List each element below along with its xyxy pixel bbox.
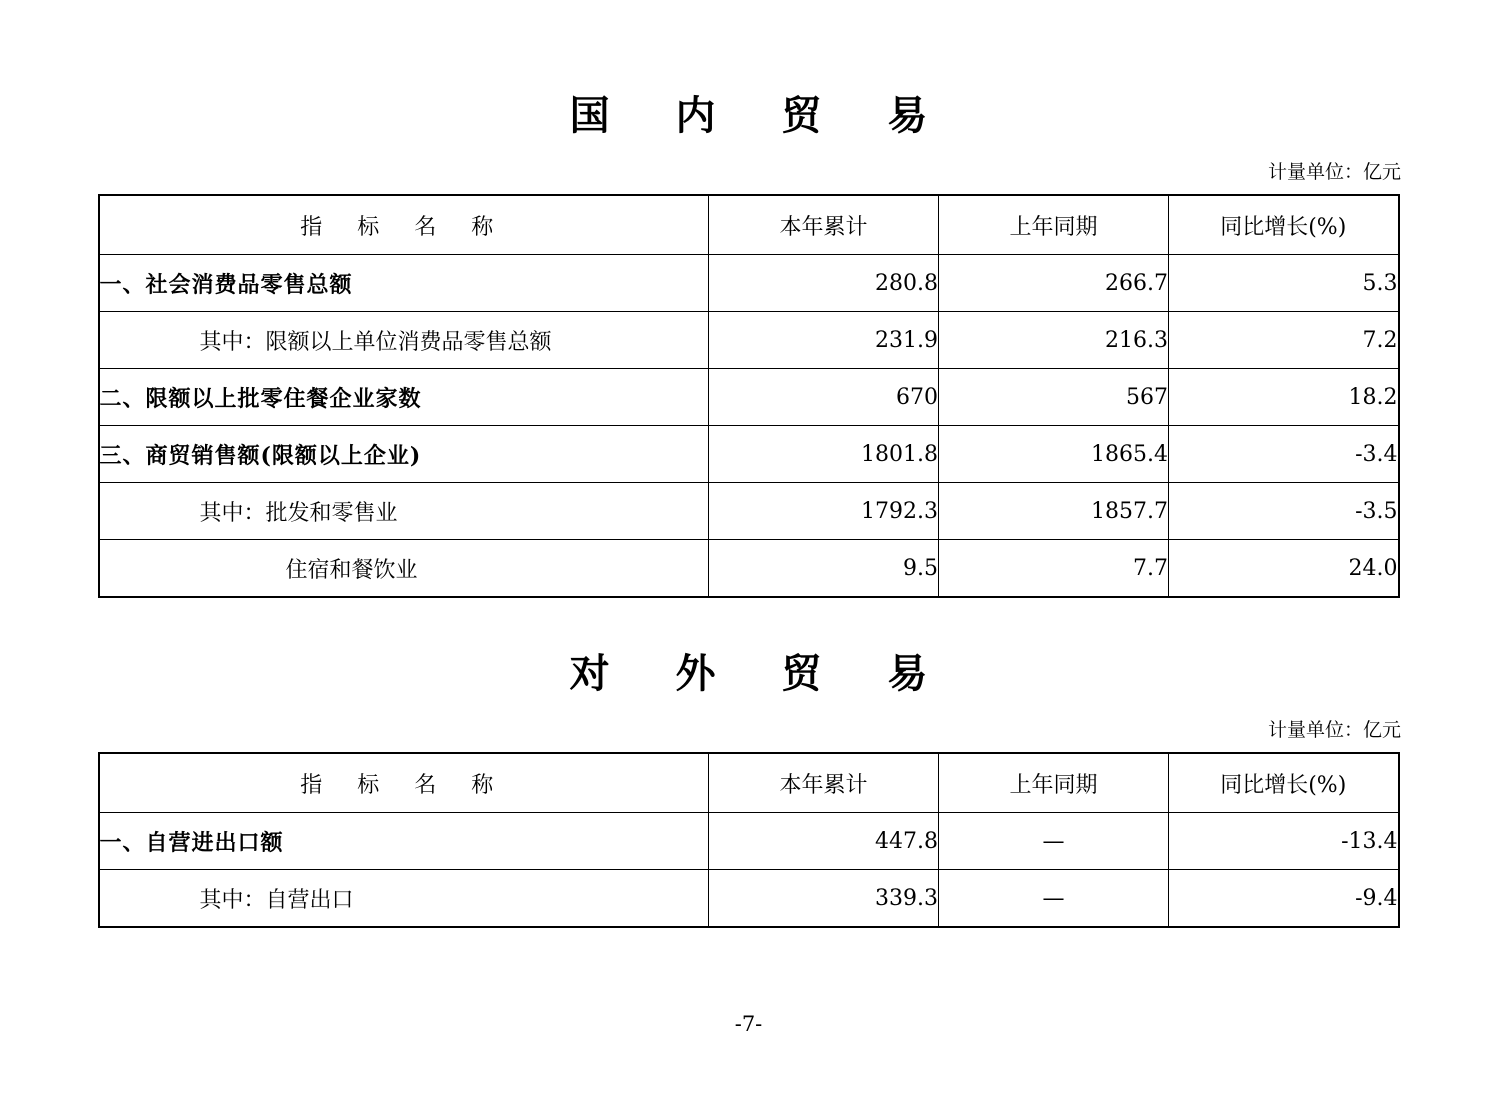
row-previous-value: — bbox=[939, 870, 1169, 928]
document-page bbox=[0, 84, 1497, 1108]
row-growth-value: 7.2 bbox=[1169, 312, 1399, 369]
table-row bbox=[99, 312, 1399, 369]
row-growth-value: -3.4 bbox=[1169, 426, 1399, 483]
row-current-value: 1792.3 bbox=[709, 483, 939, 540]
row-previous-value: 216.3 bbox=[939, 312, 1169, 369]
row-current-value: 280.8 bbox=[709, 255, 939, 312]
row-current-value: 670 bbox=[709, 369, 939, 426]
row-previous-value: 7.7 bbox=[939, 540, 1169, 598]
row-label: 其中：限额以上单位消费品零售总额 bbox=[99, 312, 709, 369]
row-growth-value: -3.5 bbox=[1169, 483, 1399, 540]
row-previous-value: 1865.4 bbox=[939, 426, 1169, 483]
row-growth-value: -13.4 bbox=[1169, 813, 1399, 870]
section-title-domestic-trade: 国 内 贸 易 bbox=[569, 92, 954, 139]
row-previous-value: 266.7 bbox=[939, 255, 1169, 312]
column-header-previous-year: 上年同期 bbox=[939, 753, 1169, 813]
row-current-value: 231.9 bbox=[709, 312, 939, 369]
table-row bbox=[99, 540, 1399, 598]
table-domestic-trade bbox=[98, 194, 1400, 598]
row-current-value: 1801.8 bbox=[709, 426, 939, 483]
column-header-current-year: 本年累计 bbox=[709, 753, 939, 813]
row-label: 一、社会消费品零售总额 bbox=[99, 255, 709, 312]
column-header-indicator: 指 标 名 称 bbox=[99, 753, 709, 813]
table-header-row bbox=[99, 195, 1399, 255]
table-row bbox=[99, 870, 1399, 928]
row-label: 一、自营进出口额 bbox=[99, 813, 709, 870]
row-growth-value: 18.2 bbox=[1169, 369, 1399, 426]
row-label: 其中：批发和零售业 bbox=[99, 483, 709, 540]
table-row bbox=[99, 483, 1399, 540]
table-row bbox=[99, 255, 1399, 312]
row-label: 其中：自营出口 bbox=[99, 870, 709, 928]
row-label: 三、商贸销售额(限额以上企业) bbox=[99, 426, 709, 483]
row-current-value: 339.3 bbox=[709, 870, 939, 928]
row-previous-value: 567 bbox=[939, 369, 1169, 426]
row-growth-value: 5.3 bbox=[1169, 255, 1399, 312]
row-growth-value: -9.4 bbox=[1169, 870, 1399, 928]
column-header-growth: 同比增长(%) bbox=[1169, 195, 1399, 255]
row-label: 住宿和餐饮业 bbox=[99, 540, 709, 598]
table-row bbox=[99, 426, 1399, 483]
column-header-indicator: 指 标 名 称 bbox=[99, 195, 709, 255]
column-header-growth: 同比增长(%) bbox=[1169, 753, 1399, 813]
table-header-row bbox=[99, 753, 1399, 813]
page-number: -7- bbox=[734, 1012, 763, 1036]
row-current-value: 9.5 bbox=[709, 540, 939, 598]
row-growth-value: 24.0 bbox=[1169, 540, 1399, 598]
section-title-foreign-trade: 对 外 贸 易 bbox=[569, 650, 954, 697]
row-label: 二、限额以上批零住餐企业家数 bbox=[99, 369, 709, 426]
table-row bbox=[99, 813, 1399, 870]
table-row bbox=[99, 369, 1399, 426]
unit-note-foreign-trade: 计量单位：亿元 bbox=[1267, 719, 1401, 741]
column-header-current-year: 本年累计 bbox=[709, 195, 939, 255]
table-foreign-trade bbox=[98, 752, 1400, 928]
row-previous-value: 1857.7 bbox=[939, 483, 1169, 540]
row-previous-value: — bbox=[939, 813, 1169, 870]
column-header-previous-year: 上年同期 bbox=[939, 195, 1169, 255]
unit-note-domestic-trade: 计量单位：亿元 bbox=[1267, 161, 1401, 183]
row-current-value: 447.8 bbox=[709, 813, 939, 870]
